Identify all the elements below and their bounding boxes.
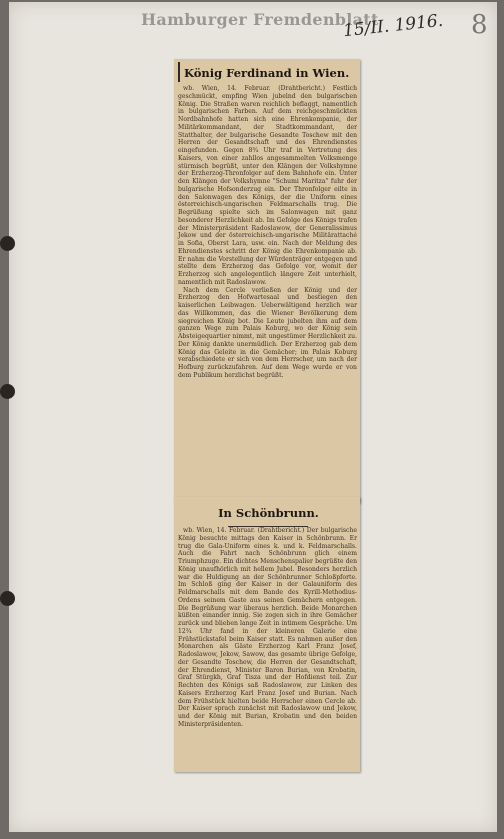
punch-hole — [0, 236, 15, 251]
article-paragraph: Nach dem Cercle verließen der König und der Erzherzog den Hofwartesaal und bestiegen den kaiserlichen Leibwagen. Ueberwältigend herzlich war das Willkommen, das die Wiener Bevölkerung dem siegreichen König bot. Die Leute jubelten ihm auf dem ganzen Wege zum Palais Koburg, wo der König sein Absteigequartier nimmt, mit ungestümer Herzlichkeit zu. Der König dankte unermüdlich. Der Erzherzog gab dem König das Geleite in die Gemächer; im Palais Koburg verabschiedete er sich von dem Herrscher, um nach der Hofburg zurückzufahren. Auf dem Wege wurde er von dem Publikum herzlichst begrüßt. — [178, 286, 357, 379]
newspaper-name: Hamburger Fremdenblatt — [141, 10, 379, 29]
clipping-koenig-ferdinand — [174, 59, 360, 503]
article-body — [178, 85, 357, 380]
article-title: König Ferdinand in Wien. — [178, 62, 357, 82]
article-paragraph: wb. Wien, 14. Februar. (Drahtbericht.) Festlich geschmückt, empfing Wien jubelnd den bulgarischen König. Die Straßen waren reichlich beflaggt, namentlich in bulgarischen Farben. Auf dem reichgeschmückten Nordbahnhofe hatten sich eine Ehrenkompanie, der Militärkommandant, der Stadtkommandant, der Statthalter, der bulgarische Gesandte Toschew mit den Herren der Gesandtschaft und des Ehrendienstes eingefunden. Gegen 8¾ Uhr traf in Vertretung des Kaisers, von einer zahllos angesammelten Volksmenge stürmisch begrüßt, unter den Klängen der Volkshymne der Erzherzog-Thronfolger auf dem Bahnhofe ein. Unter den Klängen der Volkshymne "Schumi Maritza" fuhr der bulgarische Hofsonderzug ein. Der Thronfolger eilte in den Salonwagen des Königs, der die Uniform eines österreichisch-ungarischen Feldmarschalls trug. Die Begrüßung spielte sich im Salonwagen mit ganz besonderer Herzlichkeit ab. Im Gefolge des Königs trafen der Ministerpräsident Radoslawow, der Generalissimus Jekow und der österreichisch-ungarische Militärattaché in Sofia, Oberst Lara, usw. ein. Nach der Meldung des Ehrendienstes schritt der König die Ehrenkompanie ab. Er nahm die Vorstellung der Würdenträger entgegen und stellte dem Erzherzog das Gefolge vor, womit der Erzherzog sich angelegentlich längere Zeit unterhielt, namentlich mit Radoslawow. — [178, 85, 357, 286]
punch-hole — [0, 384, 15, 399]
article-body — [178, 527, 357, 729]
clipping-schoenbrunn — [174, 497, 360, 772]
article-title: In Schönbrunn. — [218, 506, 319, 520]
archive-sheet — [9, 2, 497, 832]
page-number: 8 — [471, 10, 488, 40]
punch-hole — [0, 591, 15, 606]
handwritten-date: 15/II. 1916. — [342, 10, 445, 42]
article-paragraph: wb. Wien, 14. Februar. (Drahtbericht.) Der bulgarische König besuchte mittags den Kaiser in Schönbrunn. Er trug die Gala-Uniform eines k. und k. Feldmarschalls. Auch die Fahrt nach Schönbrunn glich einem Triumphzuge. Ein dichtes Menschenspalier begrüßte den König unaufhörlich mit hellem Jubel. Besonders herzlich war die Huldigung an der Schönbrunner Schloßpforte. Im Schloß ging der Kaiser in der Galauniform des Feldmarschalls mit dem Bande des Kyrill-Methodius-Ordens seinem Gaste aus seinen Gemächern entgegen. Die Begrüßung war überaus herzlich. Beide Monarchen küßten einander innig. Sie zogen sich in ihre Gemächer zurück und blieben lange Zeit in intimem Gespräche. Um 12¾ Uhr fand in der kleineren Galerie eine Frühstückstafel beim Kaiser statt. Es nahmen außer den Monarchen als Gäste Erzherzog Karl Franz Josef, Radoslawow, Jekow, Sawow, das gesamte übrige Gefolge, der Gesandte Toschew, die Herren der Gesandtschaft, der Ehrendienst, Minister Baron Burian, von Krobatin, Graf Stürgkh, Graf Tisza und der Hofdienst teil. Zur Rechten des Königs saß Radoslawow, zur Linken des Kaisers Erzherzog Karl Franz Josef und Burian. Nach dem Frühstück hielten beide Herrscher einen Cercle ab. Der Kaiser sprach zunächst mit Radoslawow und Jekow, und der König mit Burian, Krobatin und den beiden Ministerpräsidenten. — [178, 527, 357, 728]
